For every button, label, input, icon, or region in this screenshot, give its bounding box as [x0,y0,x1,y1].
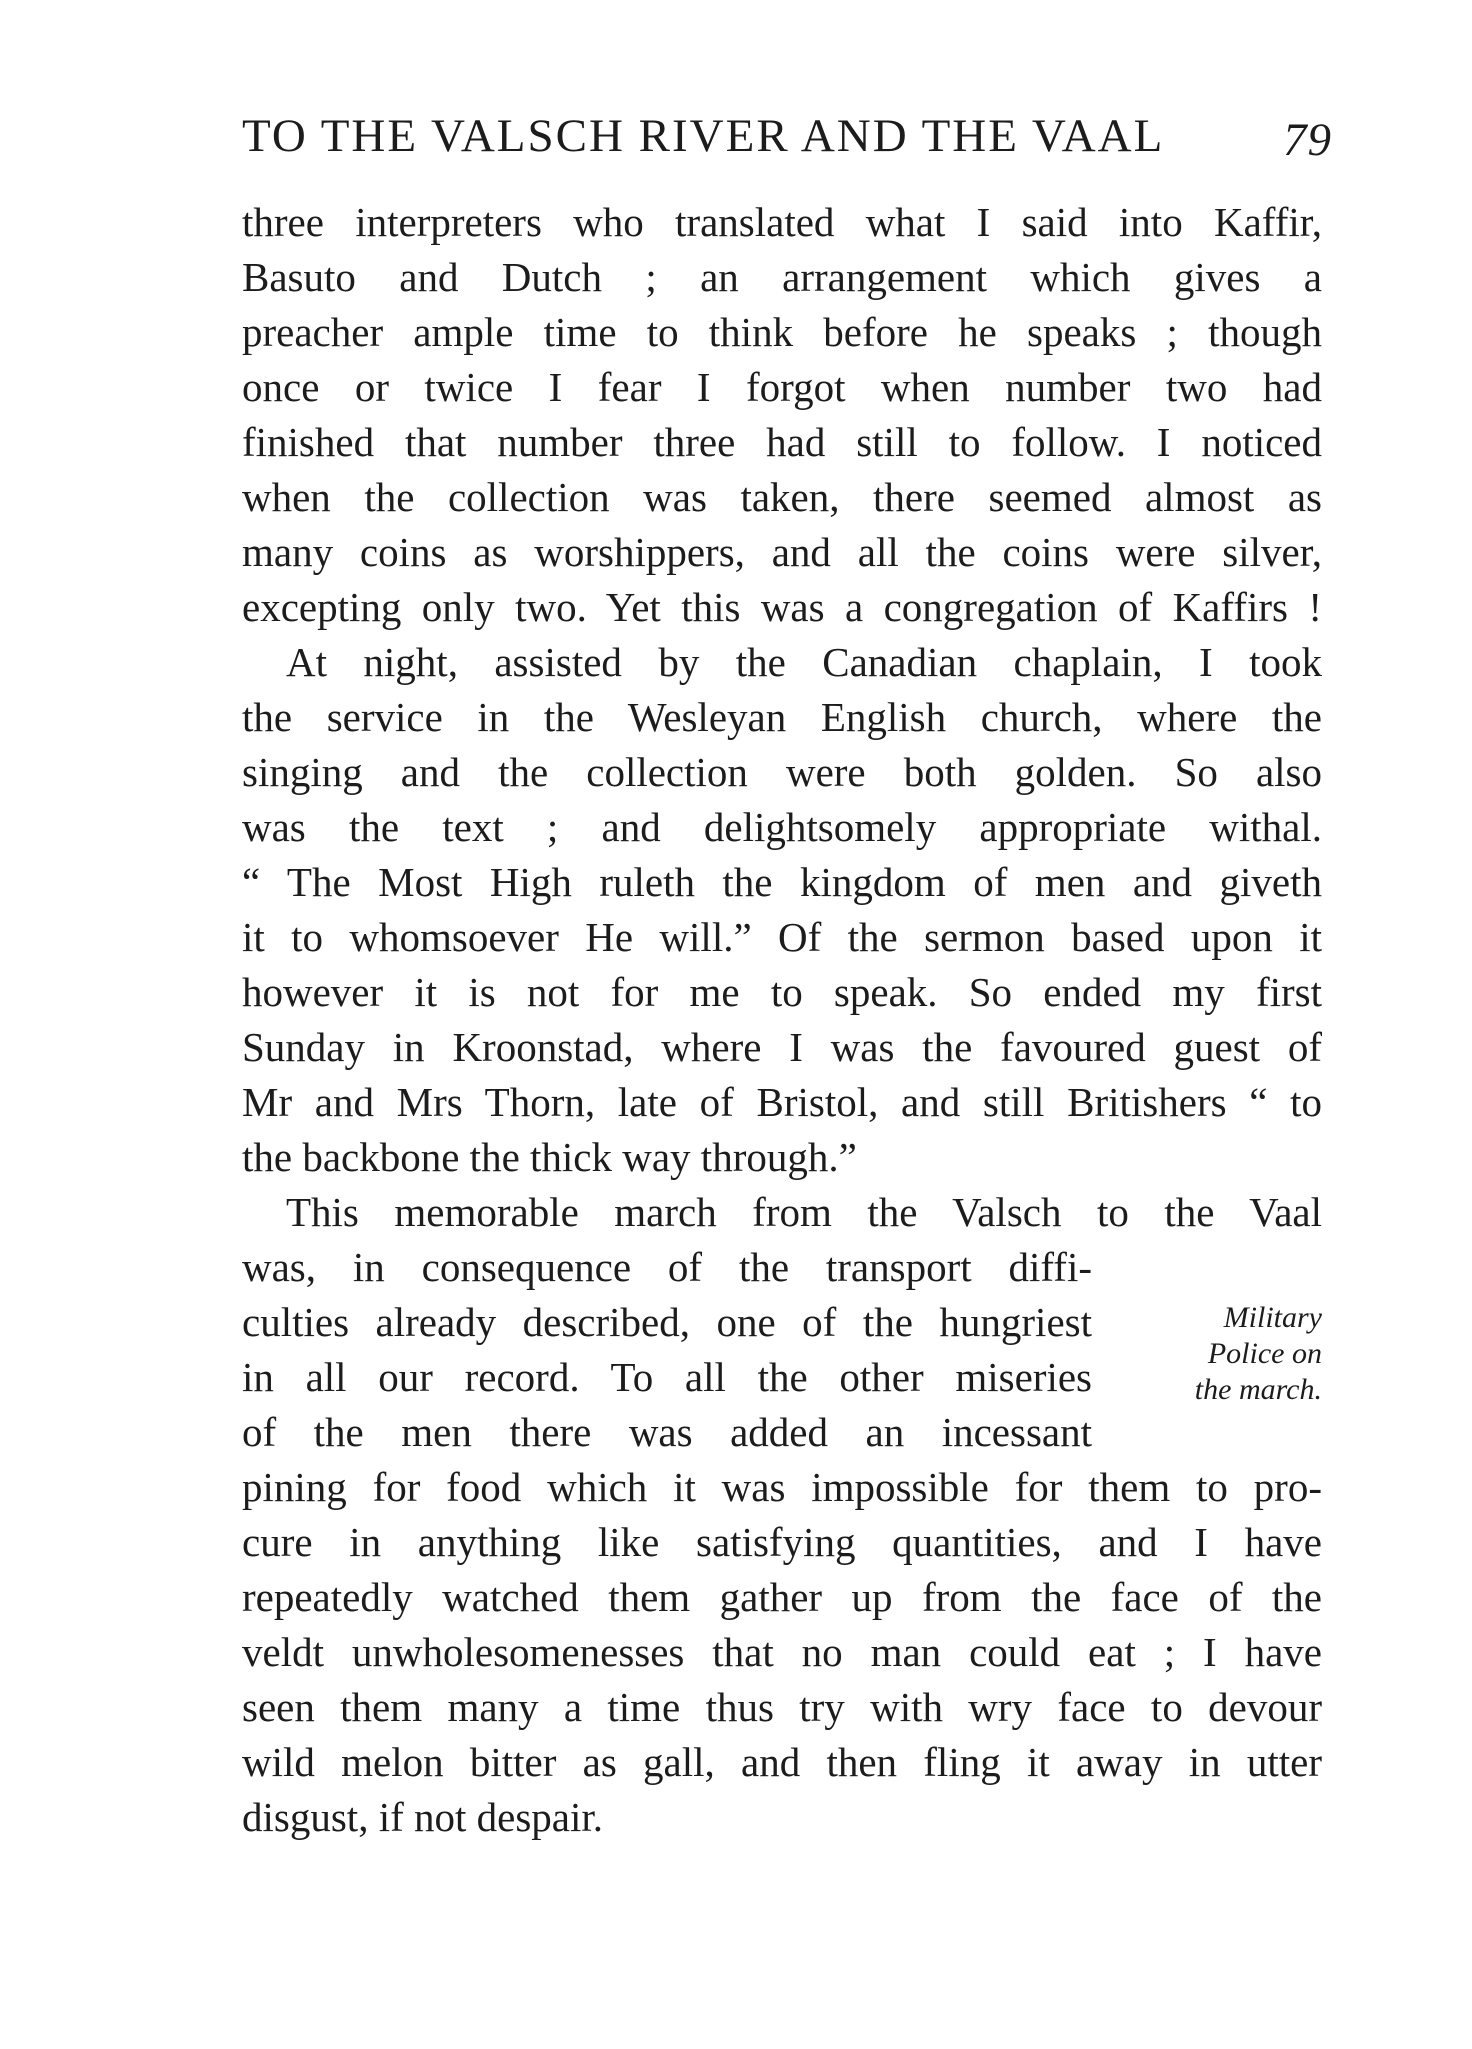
text-line: Basuto and Dutch ; an arrangement which gives a [242,254,1322,300]
text-line: repeatedly watched them gather up from the face of the [242,1574,1322,1620]
text-line: was the text ; and delightsomely appropriate withal. [242,804,1322,850]
text-line: veldt unwholesomenesses that no man could eat ; I have [242,1629,1322,1675]
text-line: disgust, if not despair. [242,1794,604,1840]
text-line: excepting only two. Yet this was a congregation of Kaffirs ! [242,584,1322,630]
text-line: singing and the collection were both golden. So also [242,749,1322,795]
text-line: seen them many a time thus try with wry face to devour [242,1684,1322,1730]
text-line: wild melon bitter as gall, and then fling it away in utter [242,1739,1322,1785]
text-line: was, in consequence of the transport diffi- [242,1244,1092,1290]
text-line: of the men there was added an incessant [242,1409,1092,1455]
text-line: however it is not for me to speak. So ended my first [242,969,1322,1015]
text-line: when the collection was taken, there seemed almost as [242,474,1322,520]
text-line: in all our record. To all the other miseries [242,1354,1092,1400]
text-line: three interpreters who translated what I said into Kaffir, [242,199,1322,245]
text-line: At night, assisted by the Canadian chaplain, I took [286,639,1322,685]
page-header [242,106,1332,166]
text-line: This memorable march from the Valsch to the Vaal [286,1189,1322,1235]
margin-note-line: the march. [1194,1373,1322,1406]
margin-note-line: Police on [1207,1337,1322,1370]
text-line: finished that number three had still to follow. I noticed [242,419,1322,465]
text-line: Sunday in Kroonstad, where I was the favoured guest of [242,1024,1322,1070]
text-line: the backbone the thick way through.” [242,1134,857,1180]
running-title: TO THE VALSCH RIVER AND THE VAAL [242,110,1165,162]
text-line: “ The Most High ruleth the kingdom of men and giveth [242,859,1322,905]
text-line: cure in anything like satisfying quantities, and I have [242,1519,1322,1565]
text-line: once or twice I fear I forgot when number two had [242,364,1322,410]
text-line: Mr and Mrs Thorn, late of Bristol, and still Britishers “ to [242,1079,1322,1125]
text-line: preacher ample time to think before he speaks ; though [242,309,1322,355]
text-line: many coins as worshippers, and all the coins were silver, [242,529,1322,575]
margin-note [1112,1300,1322,1408]
text-line: the service in the Wesleyan English church, where the [242,694,1322,740]
text-line: it to whomsoever He will.” Of the sermon based upon it [242,914,1322,960]
page-number: 79 [1283,114,1332,166]
text-line: culties already described, one of the hungriest [242,1299,1092,1345]
margin-note-line: Military [1223,1301,1322,1334]
text-line: pining for food which it was impossible for them to pro- [242,1464,1322,1510]
